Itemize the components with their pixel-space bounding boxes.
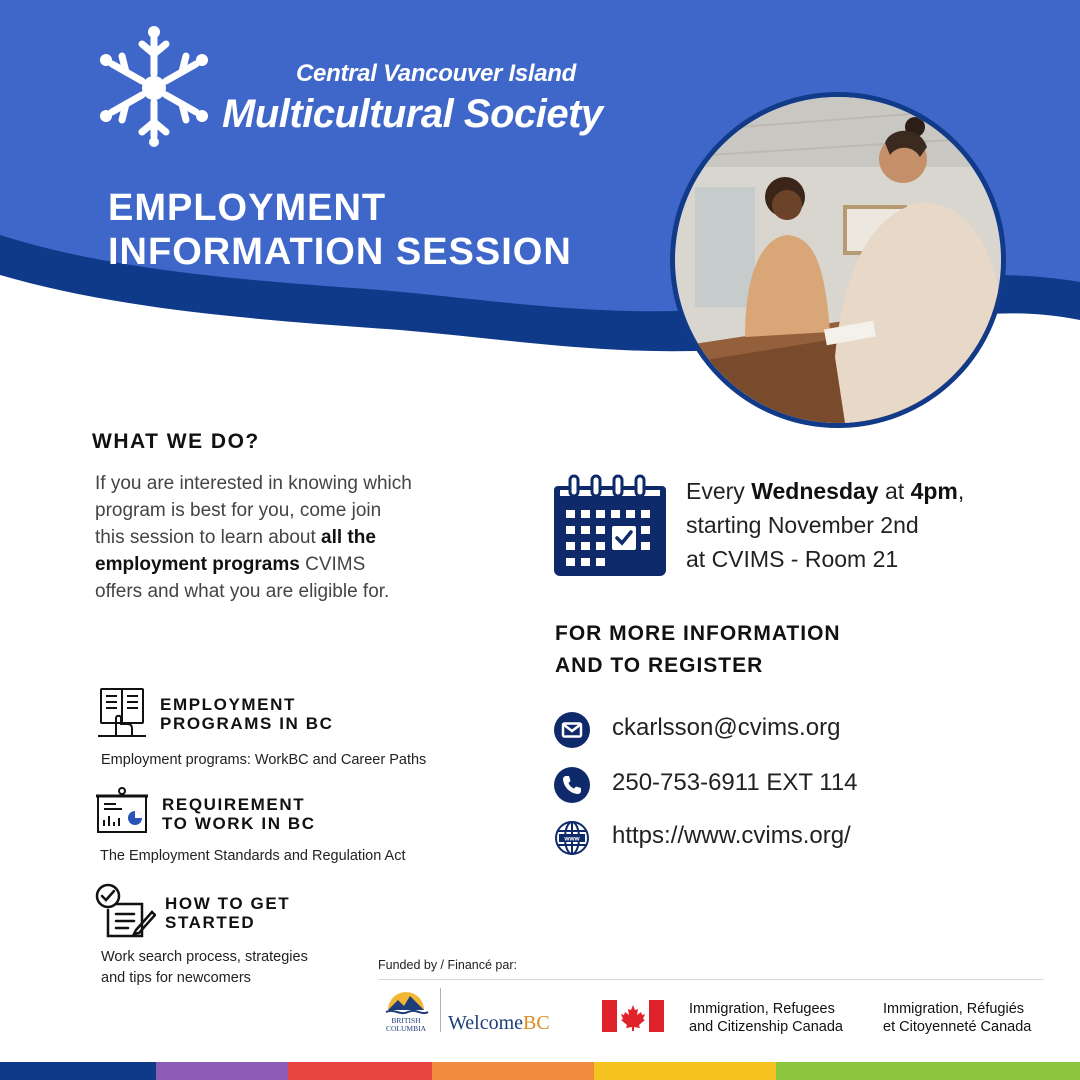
footer-stripe-segment <box>156 1062 288 1080</box>
topic-title-employment-programs <box>160 695 334 733</box>
schedule-line3: at CVIMS - Room 21 <box>686 546 899 572</box>
topic-desc-employment-programs: Employment programs: WorkBC and Career Paths <box>101 752 427 768</box>
section-title-what-we-do: WHAT WE DO? <box>92 430 260 453</box>
office-meeting-photo <box>670 92 1006 428</box>
title-line2: INFORMATION SESSION <box>108 231 572 273</box>
book-hand-icon <box>98 686 148 738</box>
topic-title-how-to-start <box>165 894 290 932</box>
topic-title-line2: TO WORK IN BC <box>162 814 316 833</box>
email-link[interactable]: ckarlsson@cvims.org <box>612 714 841 741</box>
more-info-line2: AND TO REGISTER <box>555 654 764 677</box>
footer-stripe-segment <box>594 1062 776 1080</box>
welcome-text: Welcome <box>448 1012 524 1034</box>
ircc-en-line2: and Citizenship Canada <box>689 1019 843 1035</box>
welcomebc-logo <box>448 1012 550 1035</box>
footer-stripe-segment <box>288 1062 432 1080</box>
phone-icon <box>554 767 590 803</box>
topic-title-line1: EMPLOYMENT <box>160 695 296 714</box>
schedule-comma: , <box>957 478 965 504</box>
british-columbia-logo-icon <box>378 986 438 1034</box>
desc-line1: Work search process, strategies <box>101 949 308 965</box>
desc-line2: and tips for newcomers <box>101 970 251 986</box>
what-we-do-body <box>95 470 415 605</box>
footer-stripe-segment <box>432 1062 594 1080</box>
schedule-text <box>686 474 964 576</box>
logo-divider <box>440 988 441 1032</box>
funded-by-label: Funded by / Financé par: <box>378 958 517 972</box>
svg-text:www: www <box>564 835 580 843</box>
checklist-pencil-icon <box>94 882 156 940</box>
topic-title-line2: PROGRAMS IN BC <box>160 714 334 733</box>
canada-flag-icon <box>602 1000 664 1032</box>
bc-line1: BRITISH <box>391 1016 421 1025</box>
website-link[interactable]: https://www.cvims.org/ <box>612 822 851 849</box>
topic-title-line1: HOW TO GET <box>165 894 291 913</box>
globe-www-icon <box>554 820 590 856</box>
body-text-end: CVIMS offers and what you are eligible for. <box>95 554 390 602</box>
schedule-time: 4pm <box>910 478 958 504</box>
schedule-text-a: Every <box>686 478 752 504</box>
funders-divider <box>378 979 1044 980</box>
topic-desc-how-to-start <box>101 947 308 989</box>
cvims-logo-icon <box>92 24 216 148</box>
topic-title-line1: REQUIREMENT <box>162 795 306 814</box>
phone-link[interactable]: 250-753-6911 EXT 114 <box>612 769 858 796</box>
body-emphasis: all the employment programs <box>95 527 376 575</box>
topic-desc-requirement: The Employment Standards and Regulation Act <box>100 848 406 864</box>
ircc-en-line1: Immigration, Refugees <box>689 1001 835 1017</box>
ircc-fr-line2: et Citoyenneté Canada <box>883 1019 1032 1035</box>
schedule-line2: starting November 2nd <box>686 512 919 538</box>
calendar-icon <box>552 474 668 578</box>
org-name-line2: Multicultural Society <box>222 92 603 136</box>
ircc-fr-line1: Immigration, Réfugiés <box>883 1001 1025 1017</box>
schedule-line1 <box>686 474 964 508</box>
ircc-name-english <box>689 1000 843 1036</box>
email-icon <box>554 712 590 748</box>
topic-title-requirement <box>162 795 316 833</box>
ircc-name-french <box>883 1000 1031 1036</box>
schedule-day: Wednesday <box>751 478 879 504</box>
section-title-more-info <box>555 618 841 682</box>
org-name-line1: Central Vancouver Island <box>296 60 577 87</box>
presentation-board-icon <box>94 786 150 836</box>
schedule-text-c: at <box>878 478 911 504</box>
footer-stripe-segment <box>776 1062 1080 1080</box>
footer-stripe-segment <box>0 1062 156 1080</box>
topic-title-line2: STARTED <box>165 913 256 932</box>
page-title <box>108 186 572 274</box>
bc-line2: COLUMBIA <box>385 1024 427 1033</box>
body-text: If you are interested in knowing which program is best for you, come join this session to learn about <box>95 473 412 548</box>
bc-text: BC <box>523 1012 550 1034</box>
more-info-line1: FOR MORE INFORMATION <box>555 622 841 645</box>
title-line1: EMPLOYMENT <box>108 187 387 229</box>
